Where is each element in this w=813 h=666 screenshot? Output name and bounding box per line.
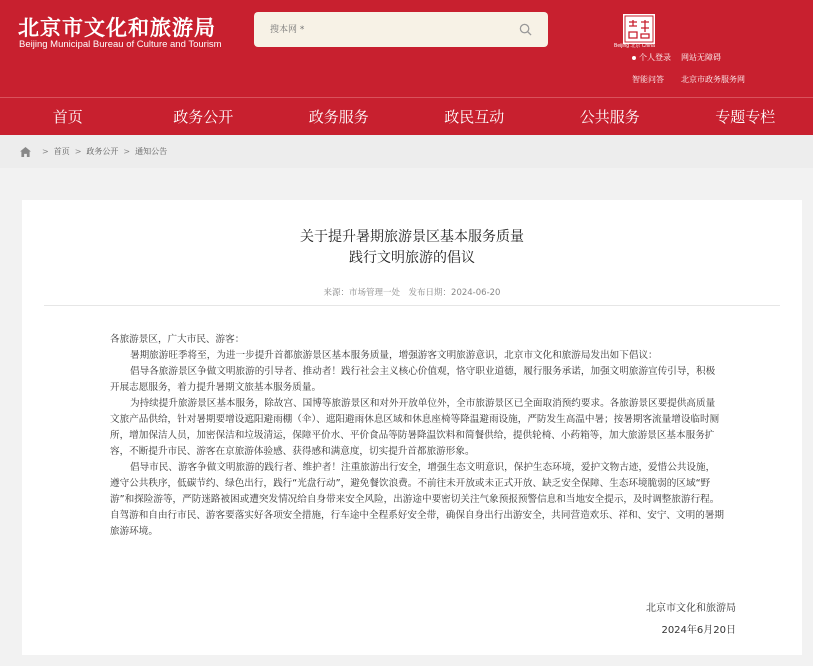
login-link[interactable]: [632, 52, 671, 63]
article-meta: 来源：市场管理一处 发布日期：2024-06-20: [323, 288, 501, 298]
breadcrumb-separator: >: [42, 147, 49, 156]
emblem-caption: Beijing 北京 China: [614, 43, 655, 49]
breadcrumb-separator: >: [74, 147, 82, 156]
home-icon[interactable]: [20, 147, 31, 157]
site-header: [0, 0, 813, 97]
smart-qa-link[interactable]: [632, 74, 664, 85]
nav-item-interaction[interactable]: 政民互动: [444, 108, 505, 126]
accessibility-link[interactable]: [681, 52, 721, 63]
smart-qa-link-label: 智能问答: [632, 75, 664, 84]
login-link-label: 个人登录: [639, 53, 671, 62]
gov-service-link[interactable]: [681, 74, 745, 85]
article-body: [110, 332, 724, 540]
user-icon: [632, 56, 636, 60]
breadcrumb-gov-affairs[interactable]: 政务公开: [86, 147, 119, 156]
gov-service-link-label: 北京市政务服务网: [681, 75, 745, 84]
article-signature-block: [646, 598, 736, 642]
nav-item-gov-services[interactable]: 政务服务: [308, 108, 369, 126]
article-paragraph: 暑期旅游旺季将至，为进一步提升首都旅游景区基本服务质量，增强游客文明旅游意识，北京市文化和旅游局发出如下倡议：: [130, 350, 658, 361]
nav-item-special-topics[interactable]: 专题专栏: [715, 108, 776, 126]
nav-item-gov-affairs[interactable]: 政务公开: [173, 108, 234, 126]
nav-item-public-services[interactable]: 公共服务: [579, 108, 640, 126]
article-title-line1: 关于提升暑期旅游景区基本服务质量: [300, 229, 524, 245]
search-icon[interactable]: [519, 23, 532, 36]
divider: [44, 305, 780, 306]
site-title[interactable]: 北京市文化和旅游局: [18, 16, 216, 40]
breadcrumb: [0, 135, 813, 168]
article-date: 2024年6月20日: [661, 625, 736, 636]
article-title: [22, 227, 802, 269]
accessibility-link-label: 网站无障碍: [681, 53, 721, 62]
article-panel: [22, 200, 802, 655]
article-salutation: 各旅游景区，广大市民、游客：: [110, 334, 245, 345]
breadcrumb-separator: >: [123, 147, 131, 156]
breadcrumb-home[interactable]: 首页: [53, 147, 70, 156]
site-subtitle: Beijing Municipal Bureau of Culture and Tourism: [19, 39, 222, 50]
breadcrumb-notices[interactable]: 通知公告: [135, 147, 168, 156]
nav-item-home[interactable]: 首页: [52, 108, 83, 126]
article-paragraph: 为持续提升旅游景区基本服务，除故宫、国博等旅游景区和对外开放单位外，全市旅游景区已全面取消预约要求。各旅游景区要提供高质量文旅产品供给，针对暑期要增设遮阳避雨棚（伞）、遮阳避雨休息区域和休息座椅等降温避雨设施，严防发生高温中暑；按暑期客流量增设临时厕所，增加保洁人员，加密保洁和垃圾清运，保障平价水、平价食品等防暑降温饮料和简餐供给，提供轮椅、小药箱等，加大旅游景区基本服务扩容，不断提升市民、游客在京旅游体验感、获得感和满意度，切实提升首都旅游形象。: [110, 398, 720, 457]
main-nav: [0, 97, 813, 135]
article-paragraph: 倡导市民、游客争做文明旅游的践行者、维护者！注重旅游出行安全，增强生态文明意识，保护生态环境，爱护文物古迹，爱惜公共设施，遵守公共秩序，低碳节约、绿色出行，践行“光盘行动”，避免餐饮浪费。不前往未开放或未正式开放、缺乏安全保障、生态环境脆弱的区域“野游”和探险游等，严防迷路被困或遭突发情况给自身带来安全风险，出游途中要密切关注气象预报预警信息和当地安全提示，及时调整旅游行程。自驾游和自由行市民、游客要落实好各项安全措施，行车途中全程系好安全带，确保自身出行出游安全，共同营造欢乐、祥和、安宁、文明的暑期旅游环境。: [110, 462, 724, 537]
search-box[interactable]: [254, 12, 548, 47]
article-title-line2: 践行文明旅游的倡议: [349, 250, 475, 266]
article-paragraph: 倡导各旅游景区争做文明旅游的引导者、推动者！践行社会主义核心价值观，恪守职业道德，履行服务承诺，加强文明旅游宣传引导，积极开展志愿服务，着力提升暑期文旅基本服务质量。: [110, 366, 716, 393]
search-input[interactable]: [270, 12, 510, 47]
article-signature: 北京市文化和旅游局: [646, 603, 736, 614]
